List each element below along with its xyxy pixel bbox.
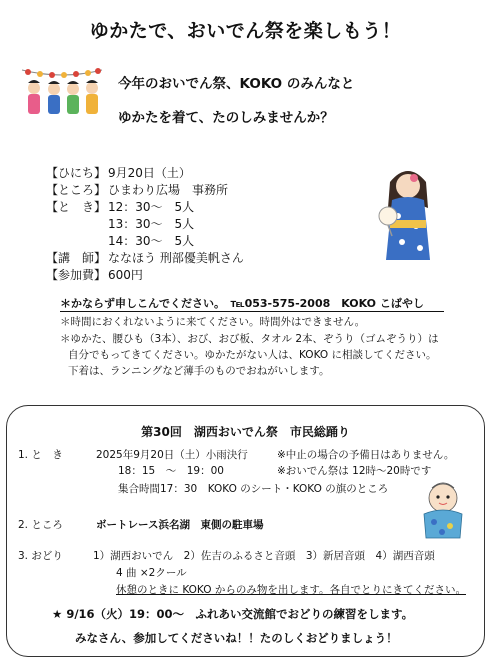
when-note-cancel: ※中止の場合の予備日はありません。 — [277, 449, 455, 461]
children-in-yukata-illustration — [18, 62, 106, 120]
time-slot: 12：30～ 5人 — [108, 200, 195, 214]
baby-illustration — [412, 478, 474, 540]
note-line: 自分でもってきてください。ゆかたがない人は、KOKO に相談してください。 — [68, 349, 437, 361]
note-line: 下着は、ランニングなど薄手のものでおねがいします。 — [68, 365, 330, 377]
gather-time: 集合時間17：30 KOKO のシート・KOKO の旗のところ — [118, 483, 389, 495]
instructor-row — [46, 249, 244, 266]
intro-line-2: ゆかたを着て、たのしみませんか？ — [118, 110, 334, 126]
note-line: ＊時間におくれないように来てください。時間外はできません。 — [60, 316, 366, 328]
fee-row — [46, 266, 143, 283]
instructor-value: ななほう 刑部優美帆さん — [108, 251, 244, 265]
time-slot: 14：30～ 5人 — [108, 234, 195, 248]
note-line: ＊ゆかた、腰ひも（3本）、おび、おび板、タオル 2本、ぞうり（ゴムぞうり）は — [60, 333, 439, 345]
place-value: ひまわり広場 事務所 — [108, 183, 229, 197]
when-time: 18：15 ～ 19：00 — [118, 465, 224, 477]
where-value: ボートレース浜名湖 東側の駐車場 — [96, 519, 264, 531]
intro-line-1: 今年のおいでん祭、KOKO のみんなと — [118, 76, 355, 92]
practice-announcement: ★ 9/16（火）19：00～ ふれあい交流館でおどりの練習をします。 — [52, 607, 414, 621]
time-slot: 13：30～ 5人 — [108, 217, 195, 231]
dance-break-note: 休憩のときに KOKO からのみ物を出します。各自でとりにきてください。 — [116, 584, 466, 596]
dance-label: 3. おどり — [18, 550, 63, 562]
when-label: 1. と き — [18, 449, 63, 461]
date-label: 【ひにち】 — [46, 166, 107, 180]
page-title: ゆかたで、おいでん祭を楽しもう！ — [89, 20, 402, 42]
dance-list: 1）湖西おいでん 2）佐吉のふるさと音頭 3）新居音頭 4）湖西音頭 — [93, 550, 435, 562]
fee-label: 【参加費】 — [46, 268, 107, 282]
when-note-hours: ※おいでん祭は 12時～20時です — [277, 465, 432, 477]
fee-value: 600円 — [108, 268, 143, 282]
time-row-1 — [46, 198, 194, 215]
instructor-label: 【講 師】 — [46, 251, 107, 265]
apply-note: ＊かならず申しこんでください。 ℡053-575-2008 KOKO こばやし — [60, 297, 424, 310]
where-label: 2. ところ — [18, 519, 63, 531]
time-label: 【と き】 — [46, 200, 107, 214]
festival-title: 第30回 湖西おいでん祭 市民総踊り — [141, 425, 350, 439]
date-row — [46, 164, 191, 181]
place-row — [46, 181, 228, 198]
place-label: 【ところ】 — [46, 183, 107, 197]
closing-message: みなさん、参加してくださいね！！たのしくおどりましょう！ — [75, 631, 398, 645]
woman-in-yukata-illustration — [368, 160, 448, 260]
dance-count: 4 曲 ×2クール — [116, 567, 187, 579]
date-value: 9月20日（土） — [108, 166, 191, 180]
when-date: 2025年9月20日（土）小雨決行 — [96, 449, 248, 461]
apply-note-underline — [60, 311, 444, 312]
